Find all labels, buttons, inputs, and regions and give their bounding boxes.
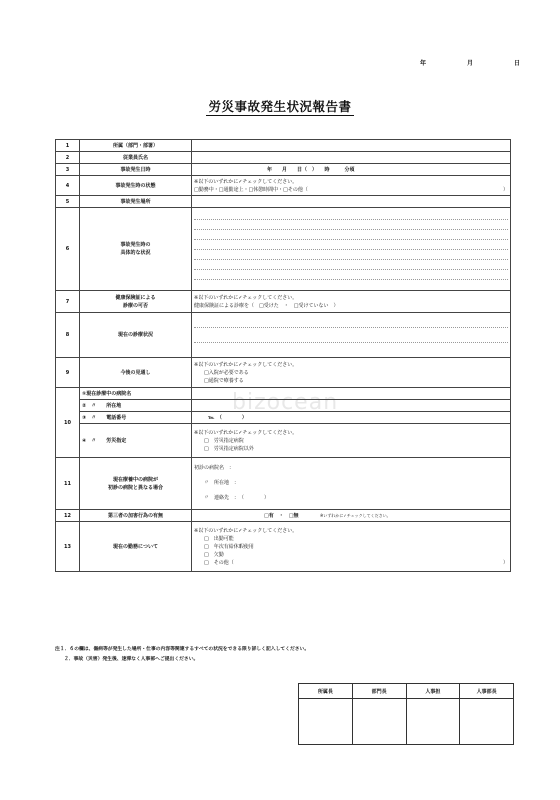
work-status-label: 現在の勤務について xyxy=(80,522,192,572)
row-number: 13 xyxy=(56,522,80,572)
first-hospital-name[interactable]: 初診の病院名 ： xyxy=(194,465,235,471)
footnote-2: ２．事故（災害）発生後、速滞なく人事部へご提出ください。 xyxy=(64,657,199,662)
third-party-note: ※いずれかに✓チェックしてください。 xyxy=(320,512,391,518)
date-month-label: 月 xyxy=(466,60,473,67)
stamp-cell[interactable] xyxy=(352,699,406,745)
third-party-label: 第三者の加害行為の有無 xyxy=(80,510,192,522)
form-row-10d xyxy=(56,424,511,458)
form-row-10b xyxy=(56,400,511,412)
approval-header: 人事部長 xyxy=(460,684,514,699)
close-paren: ） xyxy=(502,559,508,566)
form-row-10a xyxy=(56,388,511,400)
work-status-field[interactable] xyxy=(192,522,511,572)
accident-datetime-label: 事故発生日時 xyxy=(80,164,192,176)
department-label: 所属（部門・部署） xyxy=(80,140,192,152)
instruction-text: ※以下のいずれかに✓チェックしてください。 xyxy=(194,361,298,368)
outlook-label: 今後の見通し xyxy=(80,358,192,388)
first-hospital-label: 現在療養中の病院が 初診の病院と異なる場合 xyxy=(80,458,192,510)
close-paren: ） xyxy=(502,186,508,193)
approval-header: 人事担 xyxy=(406,684,460,699)
hospital-name-label: ①現在診療中の病院名 xyxy=(80,388,192,400)
workers-comp-option-designated[interactable]: □ 労災指定病院 xyxy=(204,437,244,444)
first-hospital-address[interactable]: 〃 所在地 ： xyxy=(204,480,240,486)
form-row-5 xyxy=(56,196,511,208)
situation-field[interactable] xyxy=(192,208,511,291)
instruction-text: ※以下のいずれかに✓チェックしてください。 xyxy=(194,429,298,436)
form-row-9 xyxy=(56,358,511,388)
third-party-field[interactable] xyxy=(192,510,511,522)
stamp-cell[interactable] xyxy=(460,699,514,745)
outlook-option-hospitalize[interactable]: □入院が必要である xyxy=(204,369,249,376)
treatment-status-label: 現在の診療状況 xyxy=(80,313,192,358)
row-number: 10 xyxy=(56,388,80,458)
footnotes xyxy=(55,645,515,665)
date-header xyxy=(420,58,520,67)
accident-place-label: 事故発生場所 xyxy=(80,196,192,208)
form-row-12 xyxy=(56,510,511,522)
form-row-10c xyxy=(56,412,511,424)
accident-state-label: 事故発生時の状態 xyxy=(80,176,192,196)
work-option-absent[interactable]: □ 欠勤 xyxy=(204,551,224,558)
first-hospital-contact[interactable]: 〃 連絡先 ： （ ） xyxy=(204,495,270,501)
row-number: 7 xyxy=(56,291,80,313)
first-hospital-field[interactable] xyxy=(192,458,511,510)
approval-stamp-table xyxy=(298,683,514,745)
situation-label: 事故発生時の 具体的な状況 xyxy=(80,208,192,291)
hospital-phone-field[interactable]: ℡ （ ） xyxy=(192,412,511,424)
approval-header: 所属長 xyxy=(299,684,353,699)
state-checkbox-options[interactable]: □勤務中・□通勤途上・□休憩時間中・□その他（ xyxy=(194,186,308,193)
form-row-3 xyxy=(56,164,511,176)
row-number: 12 xyxy=(56,510,80,522)
form-row-1 xyxy=(56,140,511,152)
row-number: 9 xyxy=(56,358,80,388)
employee-name-field[interactable] xyxy=(192,152,511,164)
stamp-cell[interactable] xyxy=(299,699,353,745)
row-number: 6 xyxy=(56,208,80,291)
row-number: 5 xyxy=(56,196,80,208)
page-title: 労災事故発生状況報告書 xyxy=(208,99,352,114)
row-number: 11 xyxy=(56,458,80,510)
outlook-field[interactable] xyxy=(192,358,511,388)
form-row-7 xyxy=(56,291,511,313)
row-number: 3 xyxy=(56,164,80,176)
footnote-1: 注１．６の欄は、傷病等が発生した場所・仕事の内容等関連するすべての状況をできる限り詳しく記入してください。 xyxy=(55,647,310,652)
form-row-11 xyxy=(56,458,511,510)
date-year-label: 年 xyxy=(420,60,427,67)
form-row-4 xyxy=(56,176,511,196)
form-row-6 xyxy=(56,208,511,291)
stamp-cell[interactable] xyxy=(406,699,460,745)
insurance-label: 健康保険証による 診療の可否 xyxy=(80,291,192,313)
report-form-table xyxy=(55,139,511,572)
department-field[interactable] xyxy=(192,140,511,152)
hospital-phone-label: ③ 〃 電話番号 xyxy=(80,412,192,424)
row-number: 4 xyxy=(56,176,80,196)
approval-stamp-row xyxy=(299,699,514,745)
instruction-text: ※以下のいずれかに✓チェックしてください。 xyxy=(194,294,298,301)
third-party-checkbox-options[interactable]: □有 ・ □無 xyxy=(264,512,299,519)
form-row-2 xyxy=(56,152,511,164)
accident-datetime-field[interactable]: 年 月 日（ ） 時 分頃 xyxy=(192,164,511,176)
outlook-option-outpatient[interactable]: □通院で療養する xyxy=(204,377,244,384)
employee-name-label: 従業員氏名 xyxy=(80,152,192,164)
row-number: 8 xyxy=(56,313,80,358)
date-day-label: 日 xyxy=(513,60,520,67)
form-row-13 xyxy=(56,522,511,572)
hospital-address-field[interactable] xyxy=(192,400,511,412)
insurance-field[interactable] xyxy=(192,291,511,313)
accident-place-field[interactable] xyxy=(192,196,511,208)
insurance-checkbox-options[interactable]: 健康保険証による診療を（ □受けた ・ □受けていない ） xyxy=(194,302,339,309)
approval-header: 部門長 xyxy=(352,684,406,699)
instruction-text: ※以下のいずれかに✓チェックしてください。 xyxy=(194,178,298,185)
watermark: bizocean xyxy=(232,390,339,415)
work-option-available[interactable]: □ 出勤可能 xyxy=(204,535,234,542)
treatment-status-field[interactable] xyxy=(192,313,511,358)
form-row-8 xyxy=(56,313,511,358)
accident-state-field[interactable] xyxy=(192,176,511,196)
work-option-paid-leave[interactable]: □ 年次有給休暇使用 xyxy=(204,543,254,550)
workers-comp-option-other[interactable]: □ 労災指定病院以外 xyxy=(204,445,254,452)
workers-comp-label: ④ 〃 労災指定 xyxy=(80,424,192,458)
workers-comp-field[interactable] xyxy=(192,424,511,458)
work-option-other[interactable]: □ その他（ xyxy=(204,559,234,566)
row-number: 1 xyxy=(56,140,80,152)
instruction-text: ※以下のいずれかに✓チェックしてください。 xyxy=(194,527,298,534)
approval-header-row xyxy=(299,684,514,699)
hospital-name-field[interactable] xyxy=(192,388,511,400)
row-number: 2 xyxy=(56,152,80,164)
hospital-address-label: ② 〃 所在地 xyxy=(80,400,192,412)
